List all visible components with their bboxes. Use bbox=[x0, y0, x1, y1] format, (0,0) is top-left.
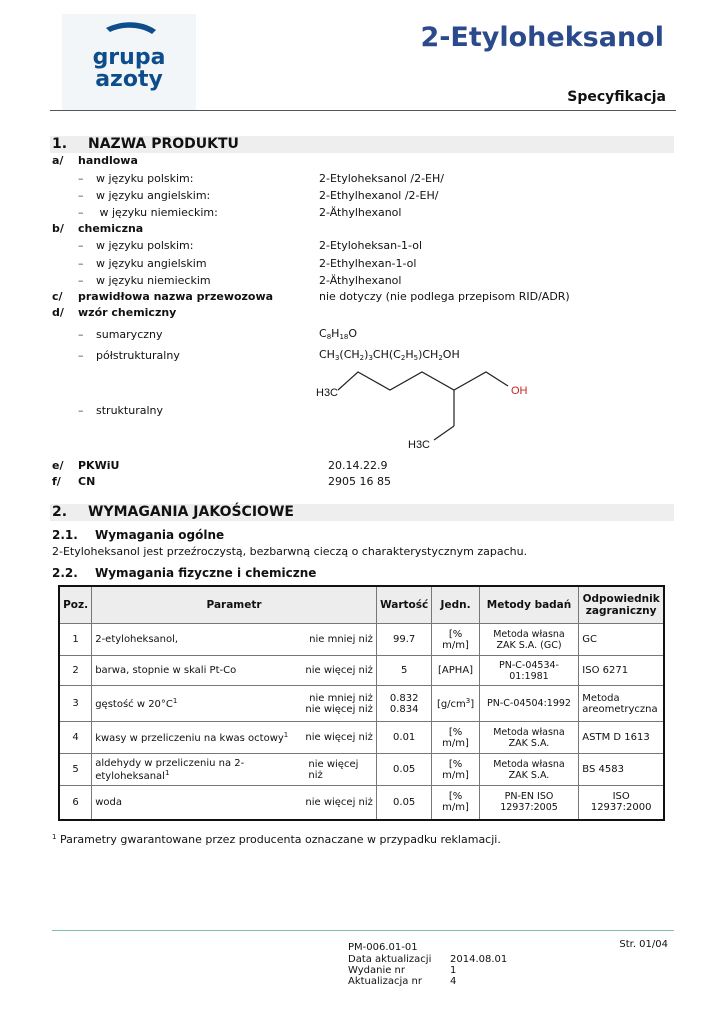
s22-title: Wymagania fizyczne i chemiczne bbox=[95, 566, 317, 580]
b-item-value: 2-Ethylhexan-1-ol bbox=[319, 257, 417, 270]
col-wartosc-header: Wartość bbox=[376, 586, 432, 624]
semistructural-formula: $CH_3(CH_2)_3CH(C_2H_5)CH_2OH$ bbox=[319, 348, 460, 362]
item-d-label: wzór chemiczny bbox=[78, 306, 177, 319]
param-condition: nie więcej niż bbox=[305, 732, 373, 743]
cell-value: 0.05 bbox=[376, 754, 432, 786]
dash: – bbox=[78, 172, 84, 185]
footer-divider bbox=[52, 930, 674, 931]
col-jedn-header: Jedn. bbox=[432, 586, 479, 624]
cell-foreign: ISO 6271 bbox=[579, 656, 664, 686]
cell-unit: $[g/cm^3]$ bbox=[432, 686, 479, 722]
cell-param bbox=[92, 786, 377, 820]
item-d-letter: d/ bbox=[52, 306, 64, 319]
param-name: aldehydy w przeliczeniu na 2-etyloheksanal$^1$ bbox=[95, 757, 245, 782]
item-b-letter: b/ bbox=[52, 222, 64, 235]
footer-update-label: Aktualizacja nr bbox=[348, 976, 422, 987]
cell-poz: 5 bbox=[59, 754, 92, 786]
b-item-value: 2-Äthylhexanol bbox=[319, 274, 402, 287]
cell-method: Metoda własna ZAK S.A. (GC) bbox=[479, 624, 579, 656]
param-name: gęstość w $20^\circ C^1$ bbox=[95, 697, 178, 710]
cell-unit: [% m/m] bbox=[432, 722, 479, 754]
cell-unit: [% m/m] bbox=[432, 624, 479, 656]
item-f-value: 2905 16 85 bbox=[328, 475, 391, 488]
a-item-label: w języku angielskim: bbox=[96, 189, 211, 202]
param-name: woda bbox=[95, 796, 122, 808]
footer-date-label: Data aktualizacji bbox=[348, 954, 432, 965]
dash: – bbox=[78, 189, 84, 202]
header-divider bbox=[50, 110, 676, 111]
a-item-value: 2-Etyloheksanol /2-EH/ bbox=[319, 172, 444, 185]
footer-update-value: 4 bbox=[450, 976, 457, 987]
table-row bbox=[59, 686, 664, 722]
cell-param bbox=[92, 656, 377, 686]
cell-method: Metoda własna ZAK S.A. bbox=[479, 722, 579, 754]
footer-edition-label: Wydanie nr bbox=[348, 965, 406, 976]
dash: – bbox=[78, 239, 84, 252]
item-a-letter: a/ bbox=[52, 154, 64, 167]
table-footnote: $^1$ Parametry gwarantowane przez producenta oznaczane w przypadku reklamacji. bbox=[52, 833, 501, 846]
param-condition: nie więcej niż bbox=[308, 758, 359, 781]
footer-date-value: 2014.08.01 bbox=[450, 954, 508, 965]
a-item-value: 2-Ethylhexanol /2-EH/ bbox=[319, 189, 439, 202]
cell-value: 5 bbox=[376, 656, 432, 686]
item-f-letter: f/ bbox=[52, 475, 61, 488]
company-logo bbox=[62, 14, 196, 110]
polstrukturalny-label: półstrukturalny bbox=[96, 349, 180, 362]
cell-foreign: ASTM D 1613 bbox=[579, 722, 664, 754]
s21-title: Wymagania ogólne bbox=[95, 528, 225, 542]
b-item-label: w języku niemieckim bbox=[96, 274, 211, 287]
footer-doc-code: PM-006.01-01 bbox=[348, 942, 418, 953]
item-f-label: CN bbox=[78, 475, 96, 488]
dash: – bbox=[78, 257, 84, 270]
s21-number: 2.1. bbox=[52, 528, 78, 542]
col-odpowiednik-header: Odpowiednik zagraniczny bbox=[579, 586, 664, 624]
cell-method: PN-C-04534-01:1981 bbox=[479, 656, 579, 686]
item-c-label: prawidłowa nazwa przewozowa bbox=[78, 290, 274, 303]
param-name: 2-etyloheksanol, bbox=[95, 634, 179, 645]
footer-page-number: Str. 01/04 bbox=[619, 939, 668, 950]
section2-number: 2. bbox=[52, 504, 68, 520]
param-condition: nie więcej niż bbox=[305, 796, 373, 808]
footer-edition-value: 1 bbox=[450, 965, 457, 976]
sumaryczny-label: sumaryczny bbox=[96, 328, 163, 341]
logo-text-line2: azoty bbox=[95, 67, 163, 92]
cell-foreign: GC bbox=[579, 624, 664, 656]
document-title: 2-Etyloheksanol bbox=[420, 22, 664, 53]
cell-unit: [APHA] bbox=[432, 656, 479, 686]
cell-method: PN-EN ISO 12937:2005 bbox=[479, 786, 579, 820]
struct-h3c-bottom-label: H3C bbox=[408, 439, 431, 451]
cell-unit: [% m/m] bbox=[432, 754, 479, 786]
cell-poz: 3 bbox=[59, 686, 92, 722]
a-item-label: w języku polskim: bbox=[96, 172, 194, 185]
cell-foreign: BS 4583 bbox=[579, 754, 664, 786]
cell-value: 0.05 bbox=[376, 786, 432, 820]
item-e-value: 20.14.22.9 bbox=[328, 459, 388, 472]
cell-param bbox=[92, 624, 377, 656]
item-c-letter: c/ bbox=[52, 290, 63, 303]
summary-formula: $C_8H_{18}O$ bbox=[319, 327, 358, 341]
dash: – bbox=[78, 206, 84, 219]
b-item-value: 2-Etyloheksan-1-ol bbox=[319, 239, 423, 252]
item-c-value: nie dotyczy (nie podlega przepisom RID/ADR) bbox=[319, 290, 570, 303]
cell-poz: 4 bbox=[59, 722, 92, 754]
param-condition: nie więcej niż bbox=[305, 665, 373, 676]
cell-param bbox=[92, 754, 377, 786]
col-poz-header: Poz. bbox=[59, 586, 92, 624]
cell-poz: 2 bbox=[59, 656, 92, 686]
struct-oh-label: OH bbox=[511, 385, 528, 397]
s21-text: 2-Etyloheksanol jest przeźroczystą, bezbarwną cieczą o charakterystycznym zapachu. bbox=[52, 545, 528, 558]
cell-poz: 6 bbox=[59, 786, 92, 820]
cell-poz: 1 bbox=[59, 624, 92, 656]
strukturalny-label: strukturalny bbox=[96, 404, 163, 417]
table-row bbox=[59, 786, 664, 820]
param-name: kwasy w przeliczeniu na kwas octowy$^1$ bbox=[95, 731, 289, 744]
cell-method: PN-C-04504:1992 bbox=[479, 686, 579, 722]
dash: – bbox=[78, 274, 84, 287]
col-metody-header: Metody badań bbox=[479, 586, 579, 624]
b-item-label: w języku angielskim bbox=[96, 257, 207, 270]
section1-number: 1. bbox=[52, 136, 68, 152]
a-item-label: w języku niemieckim: bbox=[96, 206, 218, 219]
param-condition: nie mniej niż nie więcej niż bbox=[305, 692, 373, 715]
requirements-table bbox=[58, 585, 665, 821]
structural-formula bbox=[310, 366, 550, 454]
struct-h3c-top-label: H3C bbox=[316, 387, 339, 399]
dash: – bbox=[78, 349, 84, 362]
dash: – bbox=[78, 328, 84, 341]
dash: – bbox=[78, 404, 84, 417]
cell-param bbox=[92, 722, 377, 754]
table-header-row bbox=[59, 586, 664, 624]
item-e-label: PKWiU bbox=[78, 459, 120, 472]
b-item-label: w języku polskim: bbox=[96, 239, 194, 252]
logo-text-line1: grupa bbox=[92, 45, 166, 70]
item-e-letter: e/ bbox=[52, 459, 64, 472]
cell-foreign: ISO 12937:2000 bbox=[579, 786, 664, 820]
table-row bbox=[59, 656, 664, 686]
cell-value: 0.832 0.834 bbox=[376, 686, 432, 722]
cell-param bbox=[92, 686, 377, 722]
s22-number: 2.2. bbox=[52, 566, 78, 580]
cell-value: 0.01 bbox=[376, 722, 432, 754]
a-item-value: 2-Äthylhexanol bbox=[319, 206, 402, 219]
item-b-label: chemiczna bbox=[78, 222, 144, 235]
table-row bbox=[59, 624, 664, 656]
document-subtitle: Specyfikacja bbox=[567, 89, 666, 105]
cell-unit: [% m/m] bbox=[432, 786, 479, 820]
table-row bbox=[59, 754, 664, 786]
section1-title: NAZWA PRODUKTU bbox=[88, 136, 239, 152]
item-a-label: handlowa bbox=[78, 154, 138, 167]
col-parametr-header: Parametr bbox=[92, 586, 377, 624]
param-condition: nie mniej niż bbox=[309, 634, 373, 645]
cell-foreign: Metoda areometryczna bbox=[579, 686, 664, 722]
table-row bbox=[59, 722, 664, 754]
cell-value: 99.7 bbox=[376, 624, 432, 656]
param-name: barwa, stopnie w skali Pt-Co bbox=[95, 665, 237, 676]
section2-title: WYMAGANIA JAKOŚCIOWE bbox=[88, 504, 294, 520]
cell-method: Metoda własna ZAK S.A. bbox=[479, 754, 579, 786]
